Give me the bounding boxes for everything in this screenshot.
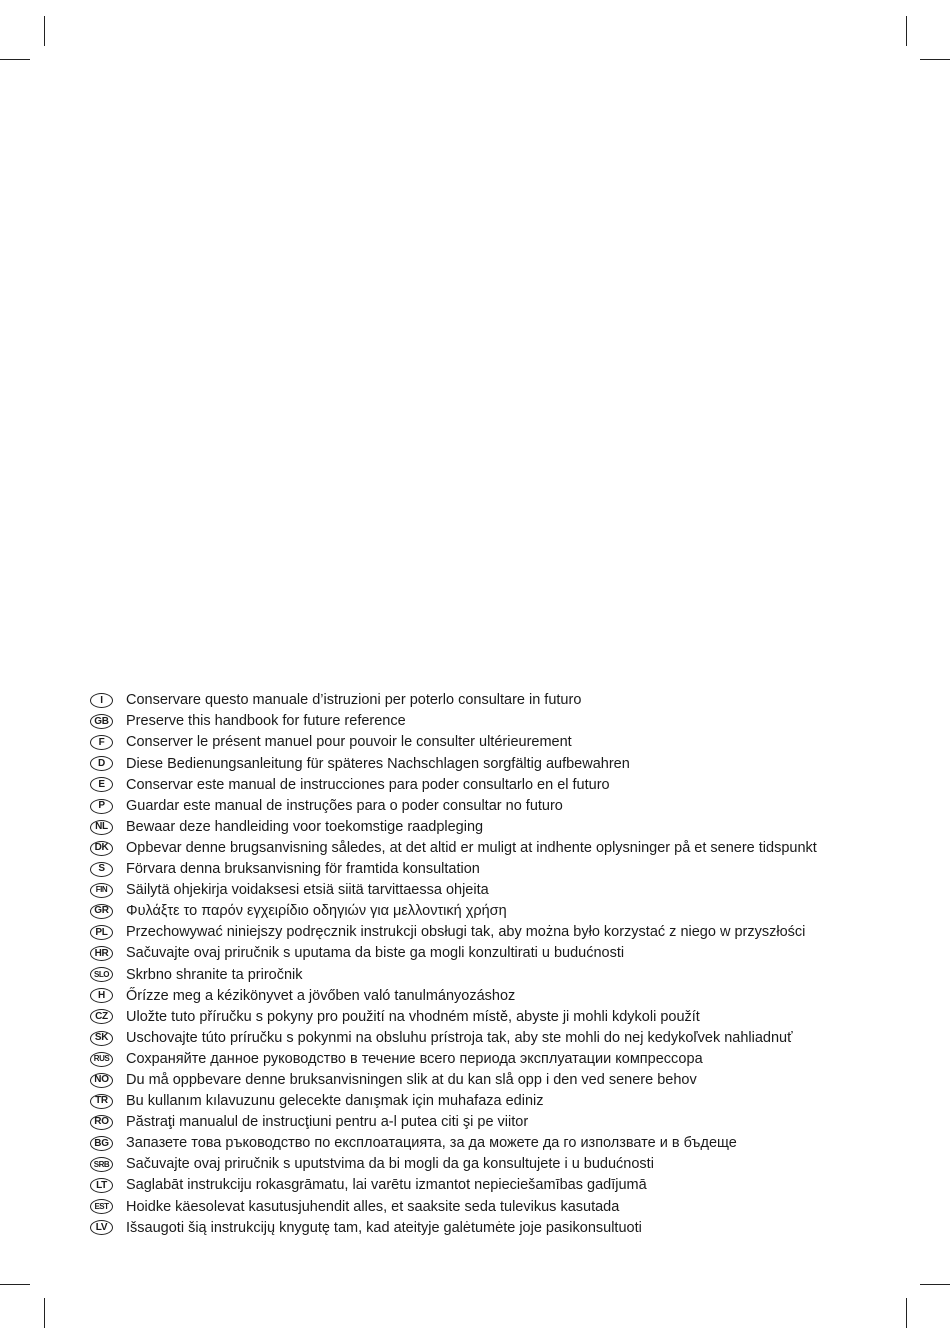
crop-mark-bottom-right-vertical	[906, 1298, 907, 1328]
language-notice-text: Conservare questo manuale d’istruzioni per poterlo consultare in futuro	[126, 692, 582, 709]
language-notice-text: Išsaugoti šią instrukcijų knygutę tam, kad ateityje galėtumėte joje pasikonsultuoti	[126, 1219, 642, 1236]
language-row-cz	[90, 1006, 890, 1027]
language-code-badge: E	[90, 777, 113, 792]
language-row-ro	[90, 1112, 890, 1133]
language-notice-text: Hoidke käesolevat kasutusjuhendit alles, et saaksite seda tulevikus kasutada	[126, 1198, 620, 1215]
language-code-badge: CZ	[90, 1009, 113, 1024]
language-notice-text: Säilytä ohjekirja voidaksesi etsiä siitä tarvittaessa ohjeita	[126, 882, 489, 899]
language-notice-text: Du må oppbevare denne bruksanvisningen slik at du kan slå opp i den ved senere behov	[126, 1071, 697, 1088]
language-row-est	[90, 1196, 890, 1217]
language-code-badge: SRB	[90, 1157, 113, 1172]
language-row-nl	[90, 817, 890, 838]
language-notice-text: Bewaar deze handleiding voor toekomstige raadpleging	[126, 818, 484, 835]
language-row-lv	[90, 1217, 890, 1238]
crop-mark-top-right-vertical	[906, 16, 907, 46]
language-notice-text: Φυλάξτε το παρόν εγχειρίδιο οδηγιών για μελλοντική χρήση	[126, 903, 507, 920]
language-row-i	[90, 690, 890, 711]
language-code-badge: NL	[90, 820, 113, 835]
crop-mark-top-right-horizontal	[920, 59, 950, 60]
language-code-badge: NO	[90, 1073, 113, 1088]
language-code-badge: P	[90, 799, 113, 814]
language-code-badge: HR	[90, 946, 113, 961]
language-row-e	[90, 774, 890, 795]
language-notice-text: Сохраняйте данное руководство в течение всего периода эксплуатации компрессора	[126, 1050, 703, 1067]
crop-mark-bottom-right-horizontal	[920, 1284, 950, 1285]
language-notice-text: Przechowywać niniejszy podręcznik instrukcji obsługi tak, aby można było korzystać z niego w przyszłości	[126, 924, 806, 941]
language-row-sk	[90, 1028, 890, 1049]
language-notice-text: Förvara denna bruksanvisning för framtida konsultation	[126, 861, 480, 878]
language-row-gb	[90, 711, 890, 732]
language-row-gr	[90, 901, 890, 922]
language-row-hr	[90, 943, 890, 964]
language-code-badge: D	[90, 756, 113, 771]
crop-mark-top-left-horizontal	[0, 59, 30, 60]
language-notice-text: Őrízze meg a kézikönyvet a jövőben való tanulmányozáshoz	[126, 987, 516, 1004]
language-notice-text: Skrbno shranite ta priročnik	[126, 966, 303, 983]
language-notice-text: Sačuvajte ovaj priručnik s uputama da biste ga mogli konzultirati u budućnosti	[126, 945, 625, 962]
language-code-badge: SLO	[90, 967, 113, 982]
language-row-srb	[90, 1154, 890, 1175]
language-notice-text: Bu kullanım kılavuzunu gelecekte danışmak için muhafaza ediniz	[126, 1093, 544, 1110]
language-notice-text: Conservar este manual de instrucciones para poder consultarlo en el futuro	[126, 776, 610, 793]
language-row-tr	[90, 1091, 890, 1112]
language-row-no	[90, 1070, 890, 1091]
language-row-h	[90, 985, 890, 1006]
language-code-badge: PL	[90, 925, 113, 940]
language-code-badge: SK	[90, 1031, 113, 1046]
language-notice-text: Diese Bedienungsanleitung für späteres Nachschlagen sorgfältig aufbewahren	[126, 755, 630, 772]
language-notice-text: Guardar este manual de instruções para o poder consultar no futuro	[126, 797, 563, 814]
language-code-badge: EST	[90, 1199, 113, 1214]
language-code-badge: RUS	[90, 1052, 113, 1067]
language-row-s	[90, 859, 890, 880]
language-code-badge: S	[90, 862, 113, 877]
language-row-f	[90, 732, 890, 753]
language-notice-list	[90, 690, 890, 1238]
crop-mark-bottom-left-horizontal	[0, 1284, 30, 1285]
language-notice-text: Sačuvajte ovaj priručnik s uputstvima da bi mogli da ga konsultujete i u budućnosti	[126, 1156, 654, 1173]
language-row-lt	[90, 1175, 890, 1196]
language-code-badge: H	[90, 988, 113, 1003]
language-notice-text: Saglabāt instrukciju rokasgrāmatu, lai varētu izmantot nepieciešamības gadījumā	[126, 1177, 647, 1194]
language-notice-text: Uložte tuto příručku s pokyny pro použití na vhodném místě, abyste ji mohli kdykoli použít	[126, 1008, 700, 1025]
language-notice-text: Conserver le présent manuel pour pouvoir le consulter ultérieurement	[126, 734, 572, 751]
language-notice-text: Păstraţi manualul de instrucţiuni pentru a-l putea citi şi pe viitor	[126, 1114, 529, 1131]
language-notice-text: Uschovajte túto príručku s pokynmi na obsluhu prístroja tak, aby ste mohli do nej kedykoľvek nahliadnuť	[126, 1029, 793, 1046]
language-code-badge: BG	[90, 1136, 113, 1151]
language-code-badge: DK	[90, 841, 113, 856]
language-row-rus	[90, 1049, 890, 1070]
language-row-slo	[90, 964, 890, 985]
language-code-badge: GB	[90, 714, 113, 729]
language-row-d	[90, 753, 890, 774]
language-code-badge: LT	[90, 1178, 113, 1193]
language-row-pl	[90, 922, 890, 943]
language-row-dk	[90, 838, 890, 859]
language-code-badge: TR	[90, 1094, 113, 1109]
crop-mark-top-left-vertical	[44, 16, 45, 46]
language-notice-text: Preserve this handbook for future reference	[126, 713, 406, 730]
language-row-fin	[90, 880, 890, 901]
language-code-badge: FIN	[90, 883, 113, 898]
language-code-badge: I	[90, 693, 113, 708]
language-notice-text: Запазете това ръководство по експлоатацията, за да можете да го използвате и в бъдеще	[126, 1135, 737, 1152]
language-row-bg	[90, 1133, 890, 1154]
language-code-badge: RO	[90, 1115, 113, 1130]
crop-mark-bottom-left-vertical	[44, 1298, 45, 1328]
language-code-badge: F	[90, 735, 113, 750]
language-notice-text: Opbevar denne brugsanvisning således, at det altid er muligt at indhente oplysninger på et senere tidspunkt	[126, 839, 817, 856]
language-code-badge: LV	[90, 1220, 113, 1235]
language-row-p	[90, 795, 890, 816]
language-code-badge: GR	[90, 904, 113, 919]
